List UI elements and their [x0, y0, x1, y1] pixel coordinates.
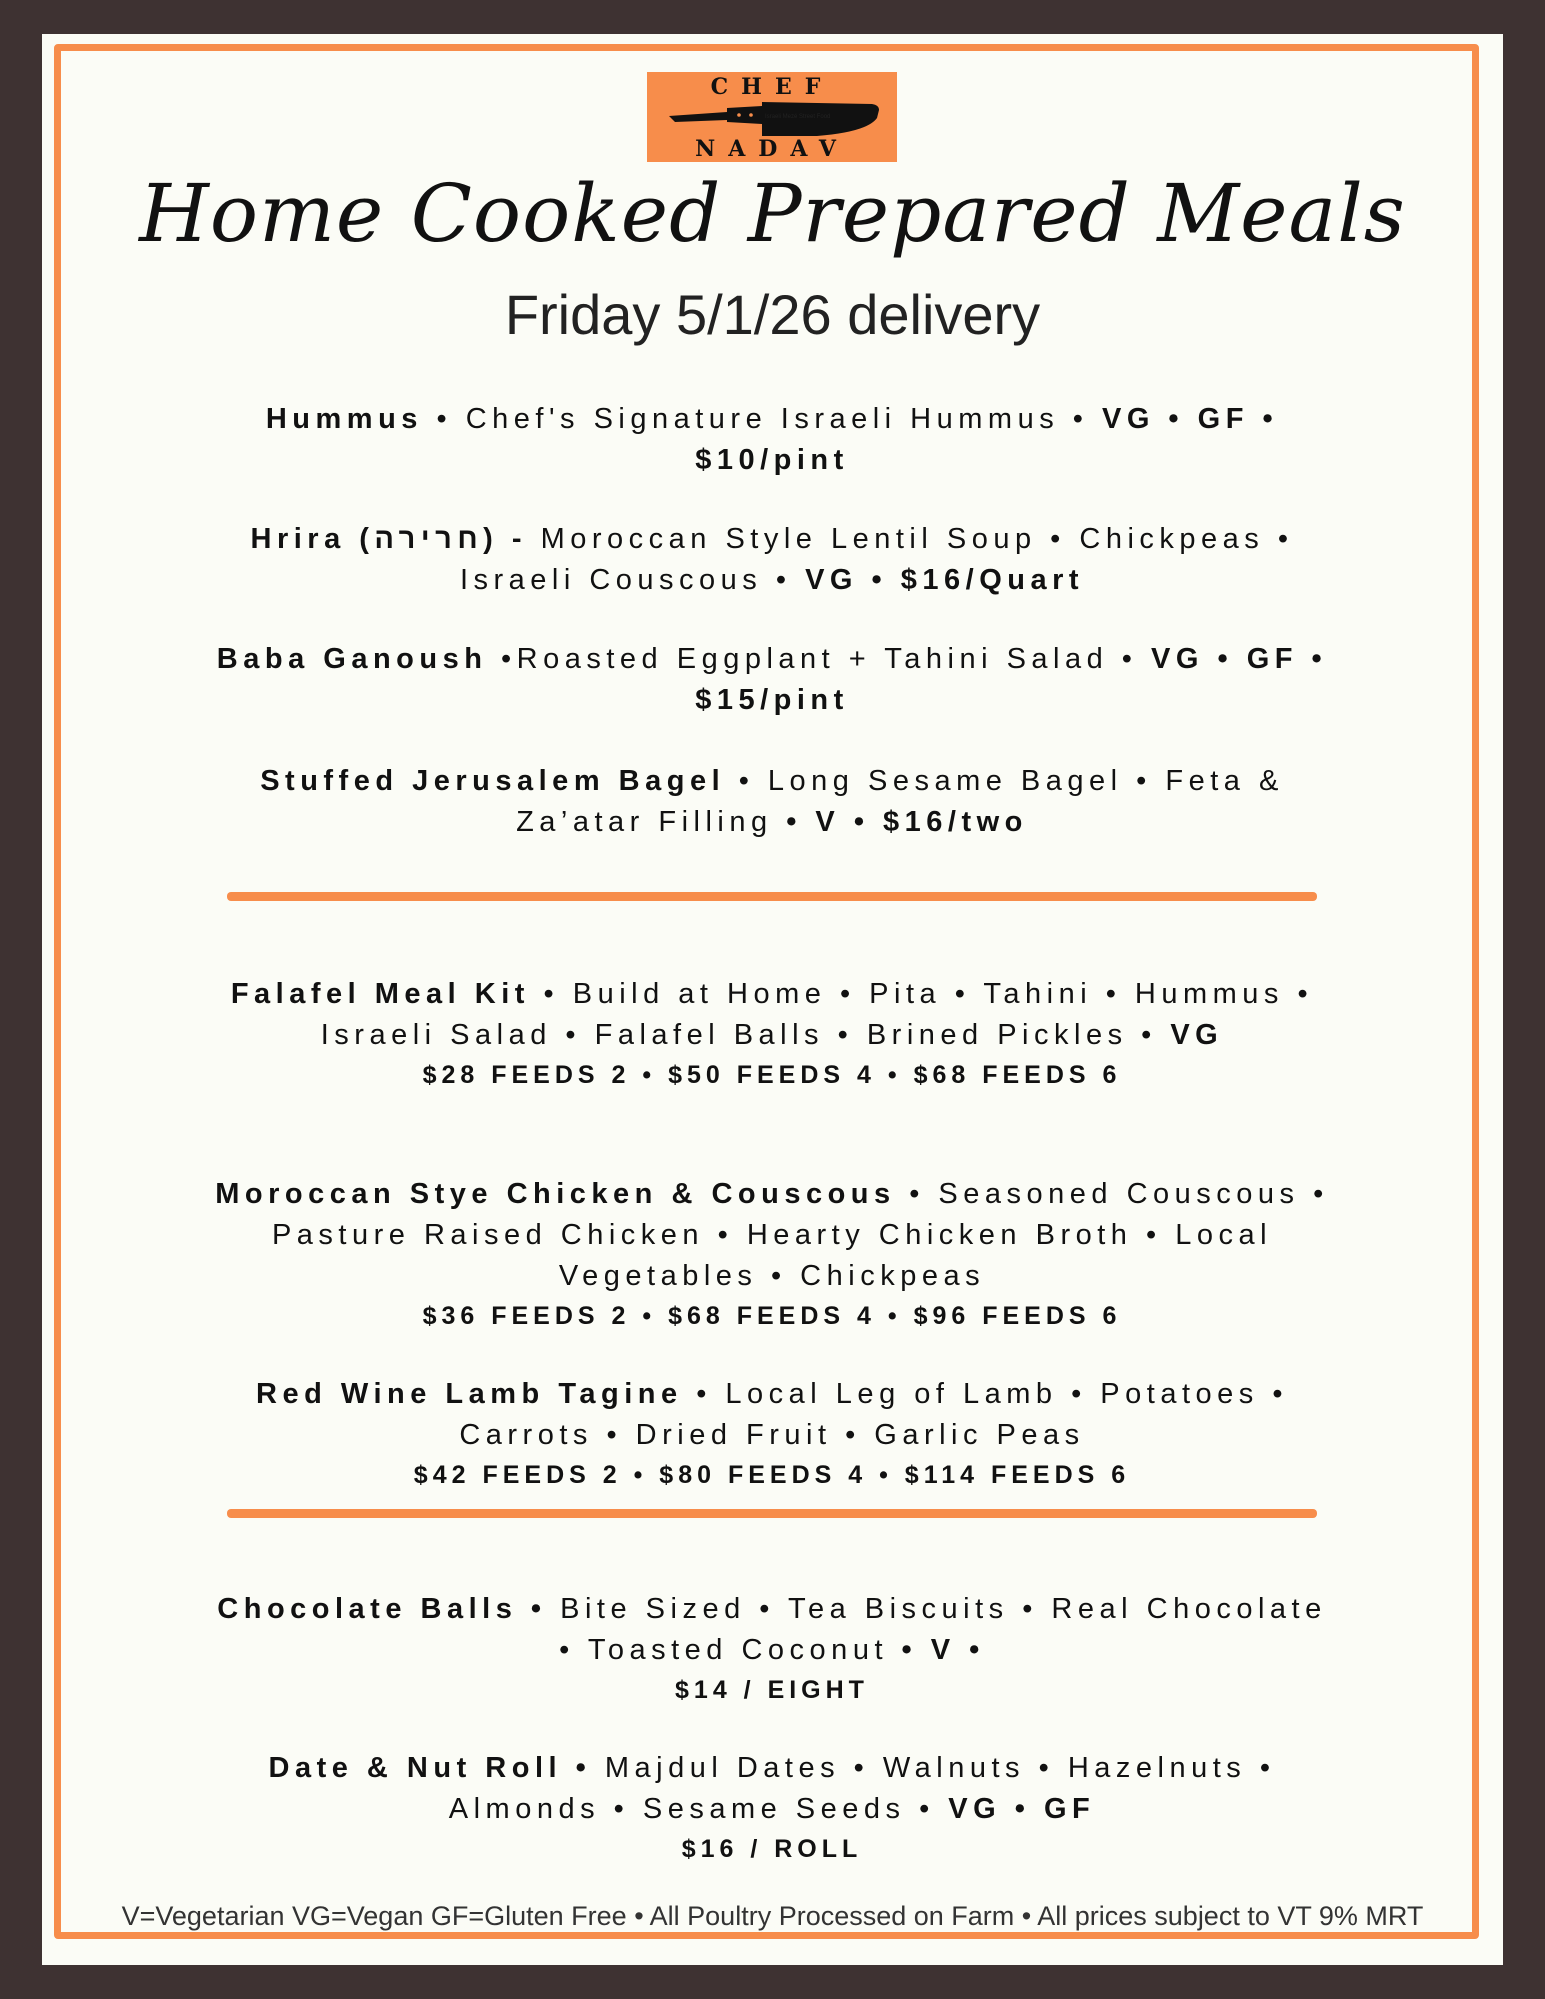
chef-nadav-logo	[647, 72, 897, 162]
menu-item-hrira	[212, 519, 1332, 601]
menu-item-date-nut-roll	[212, 1748, 1332, 1868]
item-separator	[547, 1593, 561, 1625]
item-tags: VG • GF	[934, 1793, 1096, 1825]
menu-item-chocolate-balls	[212, 1589, 1332, 1709]
item-separator: •	[487, 643, 517, 675]
item-name: Baba Ganoush	[216, 643, 488, 675]
item-tags-price: VG • $16/Quart	[791, 564, 1085, 596]
item-description: Bite Sized • Tea Biscuits • Real Chocolate • Toasted Coconut	[559, 1593, 1327, 1666]
item-description: Long Sesame Bagel • Feta & Za’atar Filling	[516, 765, 1284, 838]
section-divider	[227, 892, 1317, 901]
section-divider	[227, 1509, 1317, 1518]
item-tags: VG	[1156, 1019, 1224, 1051]
item-description: Roasted Eggplant + Tahini Salad •	[516, 643, 1138, 675]
item-tags-price: • V • $16/two	[786, 806, 1028, 838]
item-prices: $42 FEEDS 2 • $80 FEEDS 4 • $114 FEEDS 6	[413, 1461, 1131, 1489]
item-prices: $16 / ROLL	[681, 1835, 863, 1863]
item-prices: $28 FEEDS 2 • $50 FEEDS 4 • $68 FEEDS 6	[422, 1061, 1122, 1089]
footer-legend: V=Vegetarian VG=Vegan GF=Gluten Free • All Poultry Processed on Farm • All prices subject to VT 9% MRT	[121, 1901, 1424, 1931]
item-name: Red Wine Lamb Tagine	[256, 1378, 683, 1410]
logo-bottom-word: NADAV	[695, 136, 849, 162]
page-title: Home Cooked Prepared Meals	[139, 167, 1406, 260]
logo-top-word: CHEF	[710, 74, 834, 100]
item-prices: $36 FEEDS 2 • $68 FEEDS 4 • $96 FEEDS 6	[422, 1302, 1122, 1330]
item-name: Hummus	[265, 403, 423, 435]
menu-item-hummus	[212, 399, 1332, 481]
item-description: Build at Home • Pita • Tahini • Hummus • Israeli Salad • Falafel Balls • Brined Pickles •	[320, 978, 1314, 1051]
item-separator: •	[422, 403, 466, 435]
logo-tagline: Israeli Mezé Street Food	[765, 114, 831, 120]
item-name: Chocolate Balls •	[217, 1593, 547, 1625]
item-description: Local Leg of Lamb • Potatoes • Carrots • Dried Fruit • Garlic Peas	[459, 1378, 1288, 1451]
item-name: Falafel Meal Kit	[230, 978, 530, 1010]
item-separator	[591, 1752, 605, 1784]
item-separator: •	[529, 978, 573, 1010]
item-description: Chef's Signature Israeli Hummus •	[465, 403, 1089, 435]
item-tags-price: VG • GF • $10/pint	[695, 403, 1279, 476]
item-description: Majdul Dates • Walnuts • Hazelnuts • Almonds • Sesame Seeds •	[448, 1752, 1276, 1825]
item-name: Moroccan Stye Chicken & Couscous	[215, 1178, 896, 1210]
item-separator: •	[895, 1178, 939, 1210]
item-name: Stuffed Jerusalem Bagel	[260, 765, 726, 797]
item-separator	[527, 523, 541, 555]
item-separator: •	[682, 1378, 726, 1410]
item-tags: • V •	[888, 1634, 985, 1666]
menu-item-lamb-tagine	[212, 1374, 1332, 1494]
menu-item-moroccan-chicken	[212, 1174, 1332, 1335]
item-description: Seasoned Couscous • Pasture Raised Chicken • Hearty Chicken Broth • Local Vegetables • Chickpeas	[271, 1178, 1329, 1292]
item-description: Moroccan Style Lentil Soup • Chickpeas • Israeli Couscous •	[459, 523, 1294, 596]
menu-item-falafel-kit	[212, 974, 1332, 1094]
item-tags-price: VG • GF • $15/pint	[695, 643, 1328, 716]
item-prices: $14 / EIGHT	[675, 1676, 869, 1704]
item-name: Date & Nut Roll •	[268, 1752, 592, 1784]
menu-item-baba-ganoush	[212, 639, 1332, 721]
menu-item-stuffed-bagel	[212, 761, 1332, 843]
item-name: Hrira (חרירה) -	[250, 523, 528, 555]
menu-page	[42, 34, 1503, 1965]
item-separator: •	[725, 765, 768, 797]
delivery-date: Friday 5/1/26 delivery	[504, 283, 1041, 346]
